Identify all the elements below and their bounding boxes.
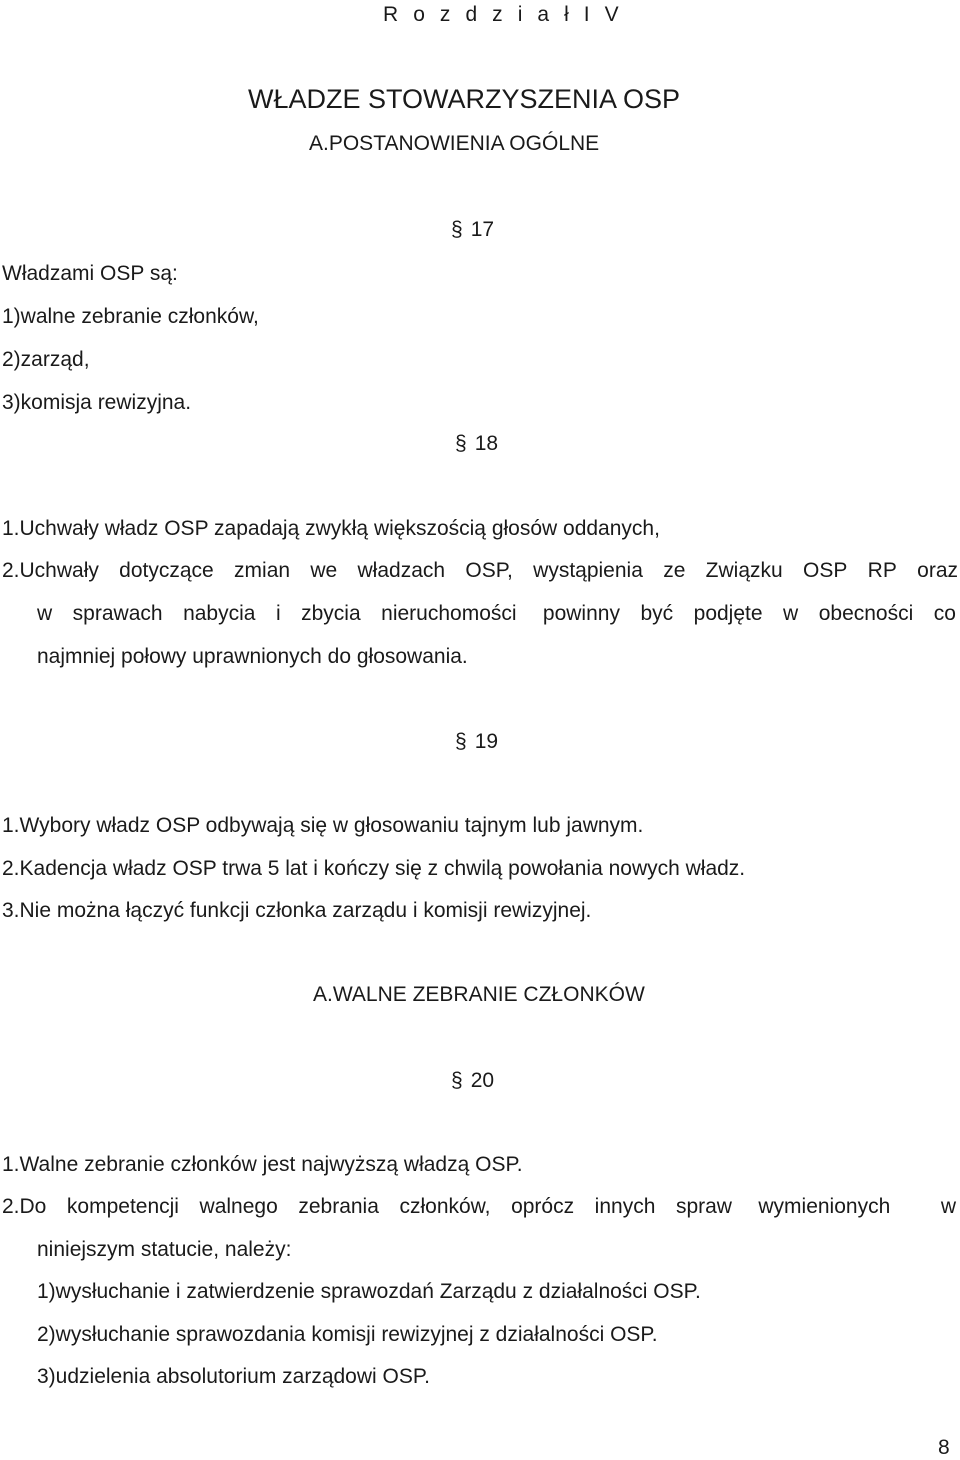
section-number: 20	[470, 1069, 495, 1092]
subtitle-general-meeting: A.WALNE ZEBRANIE CZŁONKÓW	[313, 983, 645, 1006]
section-number: 18	[474, 432, 499, 455]
list-item: 2)wysłuchanie sprawozdania komisji rewizyjnej z działalności OSP.	[37, 1323, 658, 1346]
word: członków,	[399, 1195, 491, 1218]
word: dotyczące	[119, 559, 214, 582]
section-sign-icon: §	[455, 730, 467, 753]
word: zmian	[234, 559, 291, 582]
list-item: 1)wysłuchanie i zatwierdzenie sprawozdań Zarządu z działalności OSP.	[37, 1280, 701, 1303]
word: walnego	[199, 1195, 278, 1218]
section-number: 17	[470, 218, 495, 241]
section-17-intro: Władzami OSP są:	[2, 262, 178, 285]
section-20-paragraph-2-line-1	[2, 1196, 956, 1217]
word: zebrania	[298, 1195, 379, 1218]
word: OSP,	[465, 559, 513, 582]
chapter-heading: R o z d z i a ł I V	[383, 3, 624, 26]
word: zbycia	[301, 602, 361, 625]
word: we	[310, 559, 338, 582]
section-18-paragraph-2-line-1	[2, 560, 958, 581]
section-18-paragraph-1: 1.Uchwały władz OSP zapadają zwykłą większością głosów oddanych,	[2, 517, 660, 540]
section-20-heading	[451, 1070, 494, 1091]
section-number: 19	[474, 730, 499, 753]
section-19-paragraph-2: 2.Kadencja władz OSP trwa 5 lat i kończy się z chwilą powołania nowych władz.	[2, 857, 746, 880]
word: nabycia	[183, 602, 256, 625]
page-number: 8	[938, 1436, 950, 1459]
section-sign-icon: §	[455, 432, 467, 455]
word: podjęte	[693, 602, 763, 625]
word: w	[37, 602, 53, 625]
list-item: 3)udzielenia absolutorium zarządowi OSP.	[37, 1365, 430, 1388]
word: 2.Do	[2, 1195, 47, 1218]
word: wymienionych	[752, 1195, 891, 1218]
section-18-paragraph-2-line-2	[37, 603, 956, 624]
section-20-paragraph-2-line-2: niniejszym statucie, należy:	[37, 1238, 292, 1261]
word: i	[275, 602, 281, 625]
word: kompetencji	[66, 1195, 179, 1218]
word: co	[933, 602, 956, 625]
section-18-heading	[455, 433, 498, 454]
word: wystąpienia	[533, 559, 643, 582]
word: być	[640, 602, 674, 625]
section-17-heading	[451, 219, 494, 240]
word: w	[783, 602, 799, 625]
word: innych	[594, 1195, 656, 1218]
section-20-paragraph-1: 1.Walne zebranie członków jest najwyższą władzą OSP.	[2, 1153, 523, 1176]
word: OSP	[803, 559, 848, 582]
word: oprócz	[511, 1195, 575, 1218]
word: powinny	[537, 602, 620, 625]
word: Związku	[705, 559, 783, 582]
word: w	[940, 1195, 956, 1218]
list-item: 1)walne zebranie członków,	[2, 305, 259, 328]
word: ze	[663, 559, 686, 582]
list-item: 2)zarząd,	[2, 348, 90, 371]
main-title: WŁADZE STOWARZYSZENIA OSP	[248, 84, 681, 114]
word: władzach	[357, 559, 446, 582]
word: 2.Uchwały	[2, 559, 99, 582]
section-19-heading	[455, 731, 498, 752]
section-sign-icon: §	[451, 1069, 463, 1092]
word: sprawach	[72, 602, 163, 625]
section-19-paragraph-1: 1.Wybory władz OSP odbywają się w głosowaniu tajnym lub jawnym.	[2, 814, 644, 837]
section-sign-icon: §	[451, 218, 463, 241]
word: RP	[867, 559, 897, 582]
word: nieruchomości	[381, 602, 517, 625]
section-19-paragraph-3: 3.Nie można łączyć funkcji członka zarządu i komisji rewizyjnej.	[2, 899, 592, 922]
word: obecności	[818, 602, 914, 625]
word: spraw	[675, 1195, 732, 1218]
section-18-paragraph-2-line-3: najmniej połowy uprawnionych do głosowania.	[37, 645, 468, 668]
list-item: 3)komisja rewizyjna.	[2, 391, 192, 414]
subtitle-general-provisions: A.POSTANOWIENIA OGÓLNE	[309, 132, 600, 155]
word: oraz	[917, 559, 958, 582]
